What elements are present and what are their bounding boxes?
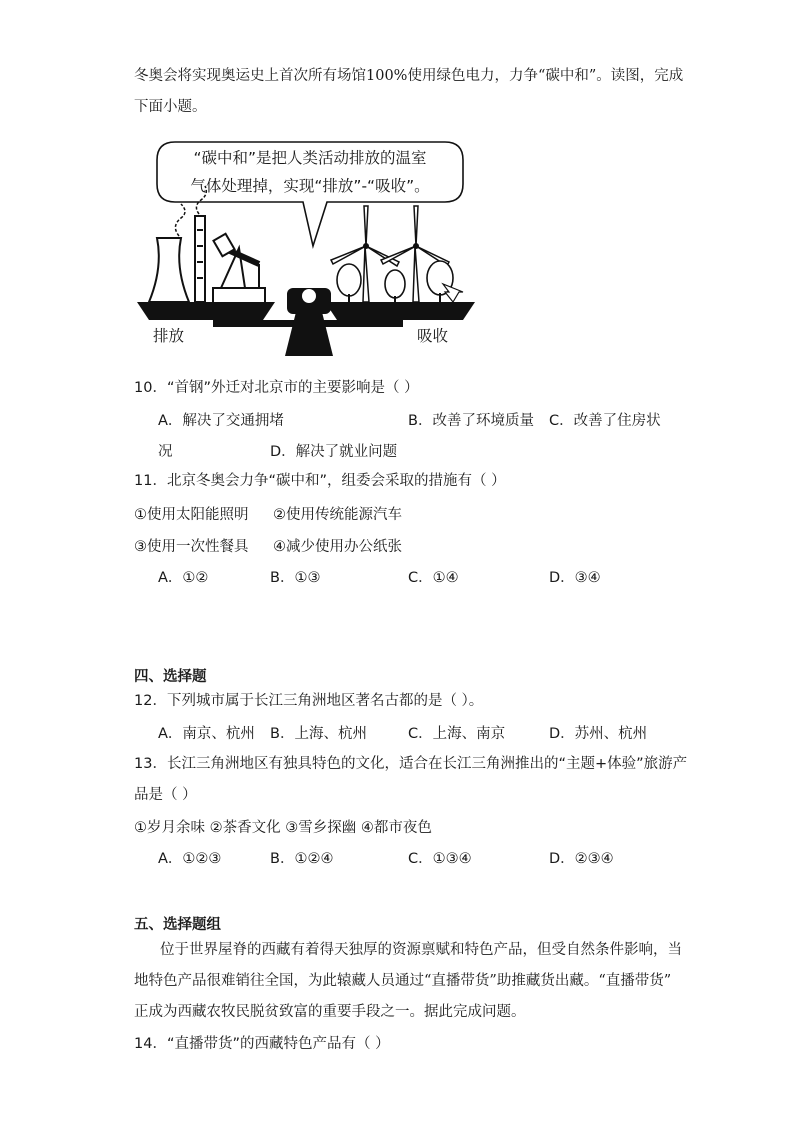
- q12-stem: 12．下列城市属于长江三角洲地区著名古都的是（ ）。: [134, 693, 484, 709]
- q10-option-b[interactable]: B．改善了环境质量: [408, 413, 534, 429]
- q11-statement-3: ③使用一次性餐具: [134, 539, 249, 555]
- q10-option-d[interactable]: D．解决了就业问题: [270, 444, 398, 460]
- section-4-title: 四、选择题: [134, 669, 207, 685]
- q12-option-a[interactable]: A．南京、杭州: [158, 726, 255, 742]
- carbon-neutral-figure: [135, 138, 480, 360]
- q11-stem: 11．北京冬奥会力争“碳中和”，组委会采取的措施有（ ）: [134, 473, 506, 489]
- q10-stem: 10．“首钢”外迁对北京市的主要影响是（ ）: [134, 380, 419, 396]
- bubble-line-1: “碳中和”是把人类活动排放的温室: [193, 149, 427, 167]
- passage-line-1: 位于世界屋脊的西藏有着得天独厚的资源禀赋和特色产品，但受自然条件影响，当: [160, 942, 682, 958]
- cooling-tower: [149, 238, 189, 302]
- tree-1: [337, 264, 361, 302]
- q11-option-a[interactable]: A．①②: [158, 570, 209, 586]
- left-pan: [137, 302, 275, 320]
- intro-line-2: 下面小题。: [134, 99, 207, 115]
- q13-stem-line-2: 品是（ ）: [134, 787, 197, 803]
- q12-option-d[interactable]: D．苏州、杭州: [549, 726, 648, 742]
- scale-gauge: [302, 289, 316, 303]
- q11-statement-1: ①使用太阳能照明: [134, 507, 249, 523]
- left-label: 排放: [153, 327, 185, 345]
- right-pan: [325, 302, 475, 320]
- oil-pump: [213, 288, 265, 302]
- tree-2: [385, 270, 405, 302]
- bubble-line-2: 气体处理掉，实现“排放”-“吸收”。: [190, 177, 430, 195]
- q10-option-c-cont: 况: [158, 444, 173, 460]
- bubble-text: [175, 144, 445, 200]
- q11-option-c[interactable]: C．①④: [408, 570, 459, 586]
- q12-option-b[interactable]: B．上海、杭州: [270, 726, 367, 742]
- q11-statement-4: ④减少使用办公纸张: [273, 539, 402, 555]
- right-label: 吸收: [417, 327, 449, 345]
- intro-line-1: 冬奥会将实现奥运史上首次所有场馆100%使用绿色电力，力争“碳中和”。读图，完成: [134, 68, 684, 84]
- q13-option-a[interactable]: A．①②③: [158, 851, 222, 867]
- q10-option-c[interactable]: C．改善了住房状: [549, 413, 661, 429]
- q14-stem: 14．“直播带货”的西藏特色产品有（ ）: [134, 1036, 390, 1052]
- q11-option-b[interactable]: B．①③: [270, 570, 321, 586]
- tree-3: [427, 261, 463, 302]
- q13-items: ①岁月余味 ②茶香文化 ③雪乡探幽 ④都市夜色: [134, 820, 432, 836]
- q13-stem-line-1: 13．长江三角洲地区有独具特色的文化，适合在长江三角洲推出的“主题+体验”旅游产: [134, 756, 688, 772]
- q12-option-c[interactable]: C．上海、南京: [408, 726, 506, 742]
- scale-base: [285, 308, 333, 356]
- passage-line-2: 地特色产品很难销往全国，为此辕藏人员通过“直播带货”助推藏货出藏。“直播带货”: [134, 973, 672, 989]
- chimney: [195, 216, 205, 302]
- q13-option-d[interactable]: D．②③④: [549, 851, 614, 867]
- q11-statement-2: ②使用传统能源汽车: [273, 507, 402, 523]
- q13-option-c[interactable]: C．①③④: [408, 851, 472, 867]
- q13-option-b[interactable]: B．①②④: [270, 851, 334, 867]
- section-5-title: 五、选择题组: [134, 917, 221, 933]
- q10-option-a[interactable]: A．解决了交通拥堵: [158, 413, 284, 429]
- q11-option-d[interactable]: D．③④: [549, 570, 601, 586]
- passage-line-3: 正成为西藏农牧民脱贫致富的重要手段之一。据此完成问题。: [134, 1004, 526, 1020]
